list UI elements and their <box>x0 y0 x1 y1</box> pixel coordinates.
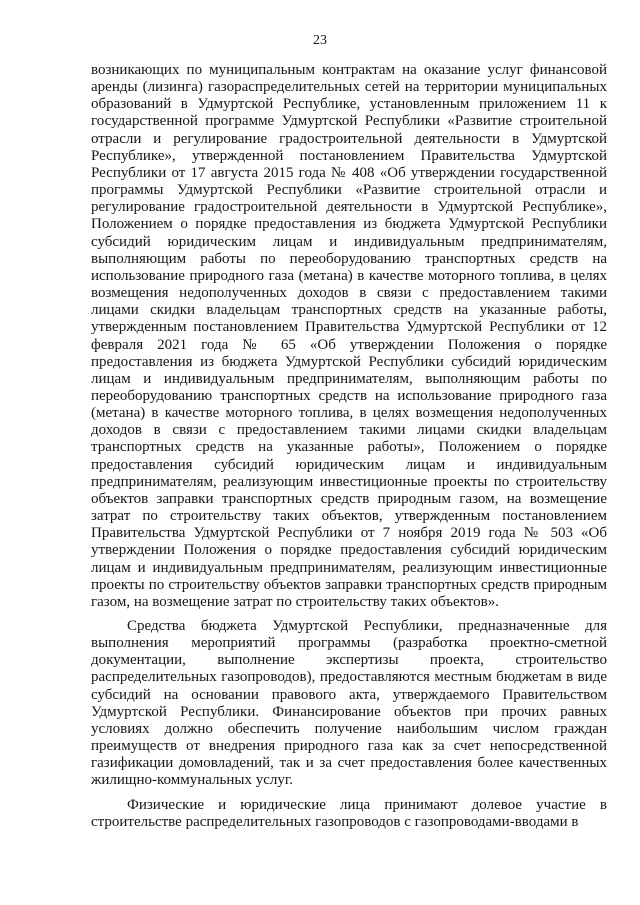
paragraph-continuation: возникающих по муниципальным контрактам на оказание услуг финансовой аренды (лизинга) газораспределительных сетей на территории муниципальных образований в Удмуртской Республике, установленным приложением 11 к государственной программе Удмуртской Республики «Развитие строительной отрасли и регулирование градостроительной деятельности в Удмуртской Республике», утвержденной постановлением Правительства Удмуртской Республики от 17 августа 2015 года № 408 «Об утверждении государственной программы Удмуртской Республики «Развитие строительной отрасли и регулирование градостроительной деятельности в Удмуртской Республике», Положением о порядке предоставления из бюджета Удмуртской Республики субсидий юридическим лицам и индивидуальным предпринимателям, выполняющим работы по переоборудованию транспортных средств на использование природного газа (метана) в качестве моторного топлива, в целях возмещения недополученных доходов в связи с предоставлением такими лицами скидки владельцам транспортных средств на указанные работы, утвержденным постановлением Правительства Удмуртской Республики от 12 февраля 2021 года № 65 «Об утверждении Положения о порядке предоставления из бюджета Удмуртской Республики субсидий юридическим лицам и индивидуальным предпринимателям, выполняющим работы по переоборудованию транспортных средств на использование природного газа (метана) в качестве моторного топлива, в целях возмещения недополученных доходов в связи с предоставлением такими лицами скидки владельцам транспортных средств на указанные работы», Положением о порядке предоставления субсидий юридическим лицам и индивидуальным предпринимателям, реализующим инвестиционные проекты по строительству объектов заправки транспортных средств природным газом, на возмещение затрат по строительству таких объектов, утвержденным постановлением Правительства Удмуртской Республики от 7 ноября 2019 года № 503 «Об утверждении Положения о порядке предоставления субсидий юридическим лицам и индивидуальным предпринимателям, реализующим инвестиционные проекты по строительству объектов заправки транспортных средств природным газом, на возмещение затрат по строительству таких объектов». <box>91 62 607 610</box>
paragraph-shared-participation: Физические и юридические лица принимают долевое участие в строительстве распределительных газопроводов с газопроводами-вводами в <box>91 796 607 830</box>
paragraph-budget-funds: Средства бюджета Удмуртской Республики, предназначенные для выполнения мероприятий программы (разработка проектно-сметной документации, выполнение экспертизы проекта, строительство распределительных газопроводов), предоставляются местным бюджетам в виде субсидий на основании правового акта, утверждаемого Правительством Удмуртской Республики. Финансирование объектов при прочих равных условиях должно обеспечить получение наибольшим числом граждан преимуществ от внедрения природного газа как за счет непосредственной газификации домовладений, так и за счет предоставления более качественных жилищно-коммунальных услуг. <box>91 618 607 789</box>
page-number: 23 <box>313 33 327 48</box>
document-body <box>91 62 607 838</box>
